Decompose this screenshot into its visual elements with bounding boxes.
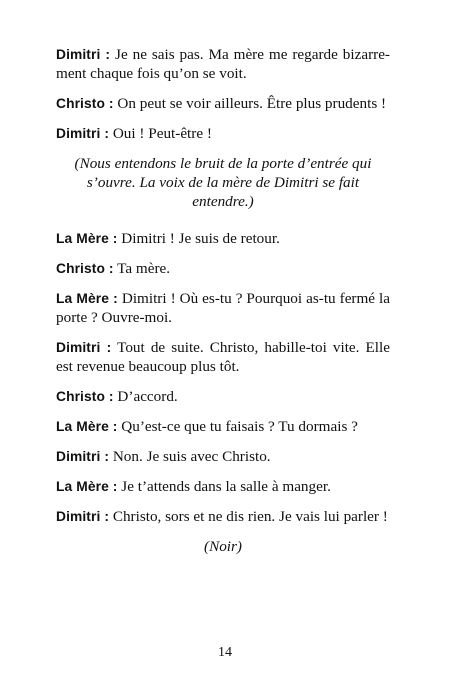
speaker-name: Christo : <box>56 389 114 404</box>
dialogue-line <box>56 124 390 143</box>
dialogue-line <box>56 289 390 327</box>
dialogue-line <box>56 417 390 436</box>
line-text: D’accord. <box>113 388 178 405</box>
line-text: Qu’est-ce que tu faisais ? Tu dormais ? <box>117 418 358 435</box>
speaker-name: Dimitri : <box>56 126 110 141</box>
page-number: 14 <box>218 645 232 660</box>
dialogue-line <box>56 229 390 248</box>
line-text: Ta mère. <box>113 260 171 277</box>
dialogue-line <box>56 477 390 496</box>
dialogue-line <box>56 387 390 406</box>
stage-direction-end: (Noir) <box>204 538 242 555</box>
speaker-name: Christo : <box>56 261 114 276</box>
dialogue-line <box>56 338 390 376</box>
line-text: On peut se voir ailleurs. Être plus prudents ! <box>113 95 387 112</box>
dialogue-line <box>56 259 390 278</box>
dialogue-line <box>56 94 390 113</box>
line-text: Tout de suite. Christo, habille-toi vite. Elle est revenue beaucoup plus tôt. <box>56 339 390 375</box>
speaker-name: Christo : <box>56 96 114 111</box>
speaker-name: La Mère : <box>56 419 118 434</box>
speaker-name: La Mère : <box>56 231 118 246</box>
speaker-name: Dimitri : <box>56 340 112 355</box>
speaker-name: Dimitri : <box>56 449 110 464</box>
dialogue-line <box>56 507 390 526</box>
line-text: Je ne sais pas. Ma mère me regarde bizarre-ment chaque fois qu’on se voit. <box>56 46 390 82</box>
speaker-name: La Mère : <box>56 291 118 306</box>
speaker-name: La Mère : <box>56 479 118 494</box>
dialogue-line <box>56 45 390 83</box>
stage-direction: (Nous entendons le bruit de la porte d’entrée qui s’ouvre. La voix de la mère de Dimitri se fait entendre.) <box>74 155 372 210</box>
line-text: Non. Je suis avec Christo. <box>109 448 271 465</box>
line-text: Christo, sors et ne dis rien. Je vais lui parler ! <box>109 508 388 525</box>
line-text: Je t’attends dans la salle à manger. <box>117 478 331 495</box>
dialogue-line <box>56 447 390 466</box>
dialogue-text <box>56 45 390 574</box>
line-text: Oui ! Peut-être ! <box>109 125 212 142</box>
speaker-name: Dimitri : <box>56 47 111 62</box>
speaker-name: Dimitri : <box>56 509 110 524</box>
line-text: Dimitri ! Je suis de retour. <box>117 230 280 247</box>
line-text: Dimitri ! Où es-tu ? Pourquoi as-tu fermé la porte ? Ouvre-moi. <box>56 290 390 326</box>
